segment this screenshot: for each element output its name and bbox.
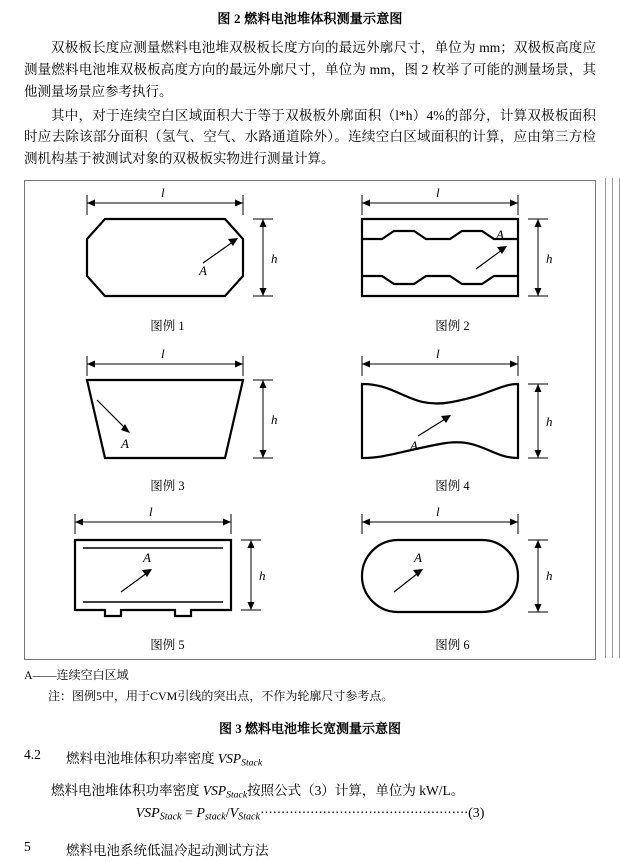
svg-text:h: h xyxy=(271,251,278,267)
legend-a-text: A——连续空白区域 xyxy=(24,668,129,683)
figure-cell-4 xyxy=(310,340,595,499)
figure-cell-2 xyxy=(310,181,595,340)
figure-cell-6-label: 图例 6 xyxy=(435,638,470,653)
svg-text:h: h xyxy=(259,567,266,583)
svg-text:l: l xyxy=(161,185,165,201)
figure-cell-3-label: 图例 3 xyxy=(150,478,185,493)
svg-text:h: h xyxy=(546,567,553,583)
figure-cell-1-label: 图例 1 xyxy=(150,319,185,334)
formula-3: $VSP_{Stack} = P_{stack}/V_{Stack}\cdot\cdot\cdot\cdot\cdot\cdot\cdot\cdot\cdot\cdot\cdot\cdot\cdot\cdot\cdot\cdot\cdot\cdot\cdot\cdot\cdot\cdot\cdot\cdot\cdot\cdot\cdot\cdot\cdot\cdot\cdot\cdot\cdot\cdot\cdot\cdot\cdot\cdot\cdot\cdot\cdot\cdot\cdot\cdot\cdot\cdot\cdot\cdot\cdot\cdot(3)$ xyxy=(135,806,485,823)
svg-text:A: A xyxy=(496,227,504,243)
paragraph-1: 双极板长度应测量燃料电池堆双极板长度方向的最远外廓尺寸，单位为 mm；双极板高度应测量燃料电池堆双极板高度方向的最远外廓尺寸，单位为 mm，图 2 枚举了可能的测量场景，其他测量场景应参考执行。 xyxy=(24,40,596,99)
svg-text:l: l xyxy=(436,503,440,519)
figure-cell-2-label: 图例 2 xyxy=(435,319,470,334)
figure-cell-6 xyxy=(310,500,595,659)
figure-cell-4-label: 图例 4 xyxy=(435,478,470,493)
svg-text:l: l xyxy=(149,503,153,519)
document-page xyxy=(0,8,620,862)
svg-text:A: A xyxy=(199,263,207,279)
figure-cell-5-label: 图例 5 xyxy=(150,638,185,653)
figure3-illustration-box xyxy=(24,180,596,660)
figure2-caption: 图 2 燃料电池堆体积测量示意图 xyxy=(217,11,403,26)
svg-text:h: h xyxy=(546,251,553,267)
section-5-number: 5 xyxy=(24,838,31,854)
section-5-heading xyxy=(24,839,596,859)
svg-text:A: A xyxy=(410,438,418,454)
svg-text:h: h xyxy=(546,414,553,430)
figure3-caption: 图 3 燃料电池堆长宽测量示意图 xyxy=(218,721,401,737)
paragraph-2: 其中，对于连续空白区域面积大于等于双极板外廓面积（l*h）4%的部分，计算双极板面积时应去除该部分面积（氢气、空气、水路通道除外）。连续空白区域面积的计算，应由第三方检测机构基于被测试对象的双极板实物进行测量计算。 xyxy=(24,107,596,167)
section-4-2-title: 燃料电池堆体积功率密度 $VSP_{Stack}$ xyxy=(66,751,263,769)
figure-cell-5 xyxy=(25,500,310,659)
svg-text:l: l xyxy=(161,346,165,362)
figure-cell-1 xyxy=(25,181,310,340)
svg-text:A: A xyxy=(121,436,129,452)
section-5-title: 燃料电池系统低温冷起动测试方法 xyxy=(66,842,269,858)
section-4-2-heading xyxy=(24,747,596,768)
svg-text:A: A xyxy=(414,549,422,565)
svg-text:A: A xyxy=(143,549,151,565)
figure-note: 注：图例5中，用于CVM引线的突出点，不作为轮廓尺寸参考点。 xyxy=(48,689,394,704)
formula-intro: 燃料电池堆体积功率密度 $VSP_{Stack}$按照公式（3）计算，单位为 kW/L。 xyxy=(51,782,465,800)
svg-text:h: h xyxy=(271,412,278,428)
svg-text:l: l xyxy=(436,346,440,362)
section-4-2-number: 4.2 xyxy=(24,747,41,763)
svg-text:l: l xyxy=(436,185,440,201)
figure-cell-3 xyxy=(25,340,310,499)
page-right-rules xyxy=(598,178,620,658)
